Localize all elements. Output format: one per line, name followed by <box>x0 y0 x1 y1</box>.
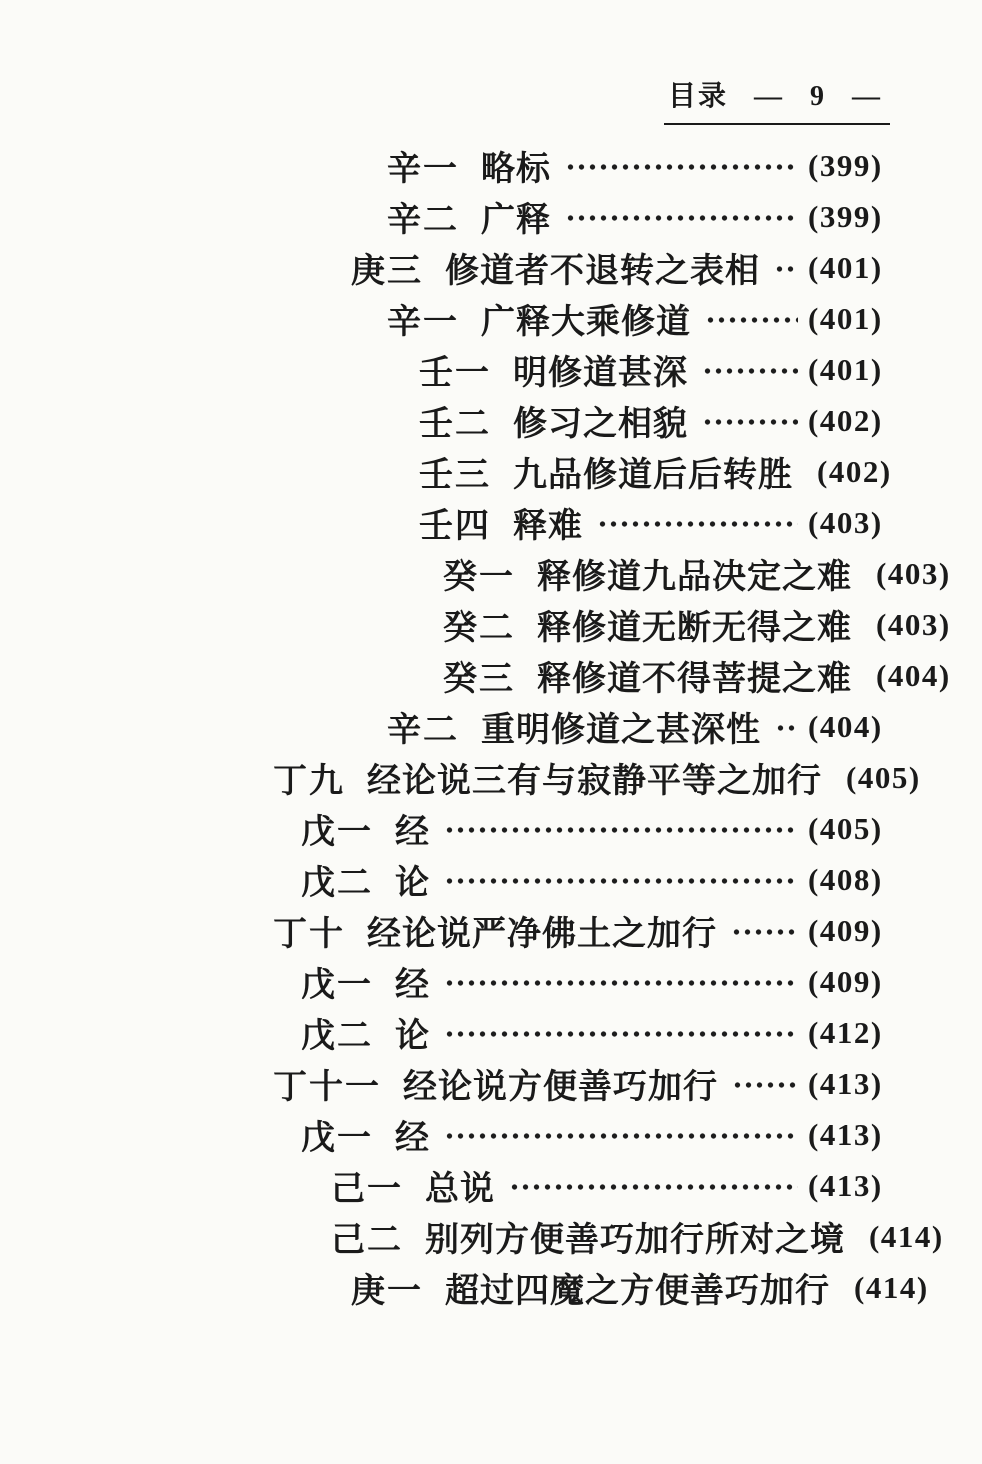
toc-entry-label: 壬二 <box>419 406 491 443</box>
toc-entry-page: (403) <box>808 504 883 540</box>
dot-leader <box>565 162 798 172</box>
toc-entry <box>273 1007 892 1058</box>
toc-entry-label: 己二 <box>331 1222 403 1259</box>
toc-entry <box>273 854 892 905</box>
toc-entry-page: (401) <box>808 351 883 387</box>
toc-entry-page: (402) <box>808 402 883 438</box>
toc-entry-page: (413) <box>808 1065 883 1101</box>
toc-entry <box>273 650 951 701</box>
toc-entry-label: 壬三 <box>419 457 491 494</box>
toc-entry-page: (402) <box>817 453 892 489</box>
toc-entry-label: 壬四 <box>419 508 491 545</box>
dot-leader <box>444 978 798 988</box>
toc-entry-title: 总说 <box>425 1171 495 1208</box>
toc-entry-page: (399) <box>808 198 883 234</box>
toc-entry-label: 辛一 <box>387 304 459 341</box>
toc-entry-title: 修道者不退转之表相 <box>445 253 760 290</box>
toc-entry-label: 丁十一 <box>273 1069 381 1106</box>
toc-entry-label: 丁十 <box>273 916 345 953</box>
toc-entry-label: 辛一 <box>387 151 459 188</box>
toc-entry-label: 壬一 <box>419 355 491 392</box>
page-header <box>664 74 890 125</box>
toc-entry <box>273 1058 892 1109</box>
toc-entry-label: 辛二 <box>387 202 459 239</box>
toc-entry-title: 经论说严净佛土之加行 <box>367 916 717 953</box>
toc-entry-label: 庚一 <box>351 1273 423 1310</box>
toc-entry-label: 庚三 <box>351 253 423 290</box>
toc-entry-title: 释难 <box>513 508 583 545</box>
toc-entry-label: 戊二 <box>301 865 373 902</box>
toc-entry-label: 辛二 <box>387 712 459 749</box>
toc-entry-title: 略标 <box>481 151 551 188</box>
toc-entry-label: 癸一 <box>443 559 515 596</box>
toc-entry <box>273 1160 892 1211</box>
toc-entry <box>273 140 892 191</box>
toc-entry-page: (399) <box>808 147 883 183</box>
toc-entry <box>273 599 951 650</box>
toc-entry-page: (403) <box>876 555 951 591</box>
toc-entry-title: 经论说方便善巧加行 <box>403 1069 718 1106</box>
toc-entry-title: 修习之相貌 <box>513 406 688 443</box>
toc-entry <box>273 956 892 1007</box>
toc-entry-title: 经论说三有与寂静平等之加行 <box>367 763 822 800</box>
toc-entry <box>273 548 951 599</box>
dot-leader <box>775 723 798 733</box>
toc-entry-label: 戊一 <box>301 967 373 1004</box>
toc-entry-label: 癸三 <box>443 661 515 698</box>
toc-entry-label: 戊一 <box>301 814 373 851</box>
toc-entry-title: 经 <box>395 814 430 851</box>
toc-entry <box>273 446 892 497</box>
dot-leader <box>444 1029 798 1039</box>
dot-leader <box>444 825 798 835</box>
toc-entry-page: (401) <box>808 300 883 336</box>
dot-leader <box>444 876 798 886</box>
header-dash-left: — <box>754 81 784 112</box>
toc-entry-page: (409) <box>808 912 883 948</box>
toc-entry-page: (413) <box>808 1116 883 1152</box>
toc-entry-title: 论 <box>395 1018 430 1055</box>
toc-entry-page: (405) <box>846 759 921 795</box>
toc-entry-page: (414) <box>869 1218 944 1254</box>
toc-entry <box>273 1109 892 1160</box>
toc-entry-title: 经 <box>395 1120 430 1157</box>
toc-entry-page: (409) <box>808 963 883 999</box>
toc-entry <box>273 752 921 803</box>
dot-leader <box>509 1182 798 1192</box>
toc-entry-title: 明修道甚深 <box>513 355 688 392</box>
toc-entry-page: (405) <box>808 810 883 846</box>
toc-entry-page: (404) <box>876 657 951 693</box>
toc-list <box>273 140 951 1313</box>
dot-leader <box>565 213 798 223</box>
toc-entry-title: 释修道不得菩提之难 <box>537 661 852 698</box>
toc-entry <box>273 242 892 293</box>
dot-leader <box>705 315 798 325</box>
toc-entry <box>273 395 892 446</box>
toc-entry <box>273 1262 929 1313</box>
dot-leader <box>731 927 798 937</box>
toc-entry-page: (401) <box>808 249 883 285</box>
toc-entry-label: 戊一 <box>301 1120 373 1157</box>
toc-entry-title: 广释 <box>481 202 551 239</box>
toc-entry-page: (403) <box>876 606 951 642</box>
toc-entry-page: (412) <box>808 1014 883 1050</box>
toc-entry-title: 经 <box>395 967 430 1004</box>
toc-entry-label: 戊二 <box>301 1018 373 1055</box>
toc-entry <box>273 701 892 752</box>
toc-entry <box>273 293 892 344</box>
toc-entry <box>273 344 892 395</box>
header-dash-right: — <box>852 81 882 112</box>
toc-entry-title: 释修道九品决定之难 <box>537 559 852 596</box>
toc-entry-title: 释修道无断无得之难 <box>537 610 852 647</box>
toc-entry-page: (414) <box>854 1269 929 1305</box>
dot-leader <box>702 366 798 376</box>
toc-entry-title: 广释大乘修道 <box>481 304 691 341</box>
header-page-number: 9 <box>810 81 826 112</box>
header-section-title: 目录 <box>667 81 728 112</box>
dot-leader <box>774 264 798 274</box>
toc-entry-page: (413) <box>808 1167 883 1203</box>
toc-entry-label: 丁九 <box>273 763 345 800</box>
toc-entry-title: 重明修道之甚深性 <box>481 712 761 749</box>
toc-entry <box>273 905 892 956</box>
dot-leader <box>597 519 798 529</box>
toc-entry-title: 九品修道后后转胜 <box>513 457 793 494</box>
dot-leader <box>444 1131 798 1141</box>
dot-leader <box>732 1080 798 1090</box>
toc-entry-title: 别列方便善巧加行所对之境 <box>425 1222 845 1259</box>
toc-entry-title: 超过四魔之方便善巧加行 <box>445 1273 830 1310</box>
toc-entry-page: (404) <box>808 708 883 744</box>
toc-entry <box>273 497 892 548</box>
toc-entry <box>273 803 892 854</box>
toc-entry-label: 癸二 <box>443 610 515 647</box>
toc-entry-page: (408) <box>808 861 883 897</box>
toc-entry-title: 论 <box>395 865 430 902</box>
toc-entry <box>273 191 892 242</box>
toc-entry-label: 己一 <box>331 1171 403 1208</box>
toc-entry <box>273 1211 944 1262</box>
dot-leader <box>702 417 798 427</box>
